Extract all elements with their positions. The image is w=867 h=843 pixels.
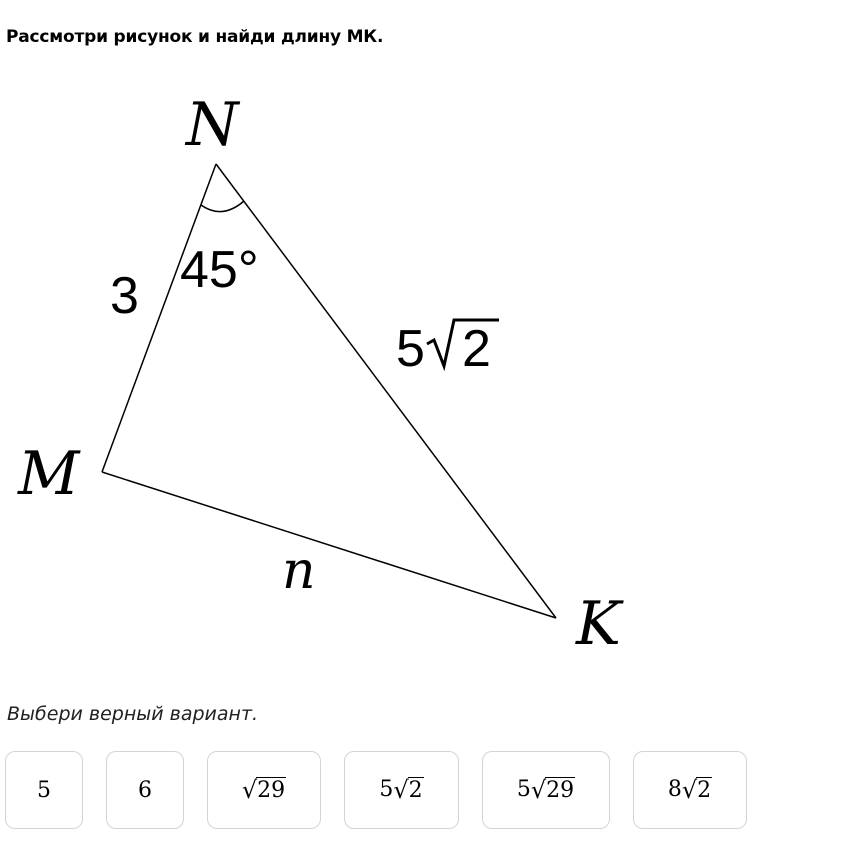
triangle-figure [0,80,700,680]
answer-choice-6[interactable] [633,751,747,829]
choice-value: 8 √ 2 [667,775,712,804]
side-mk [102,472,556,618]
answer-choice-4[interactable] [344,751,459,829]
choice-value: 6 [138,777,152,803]
sqrt-icon: √ [241,775,258,804]
answer-choice-2[interactable] [106,751,184,829]
choice-value: 5 √ 2 [379,775,423,804]
answer-choice-3[interactable] [207,751,321,829]
sqrt-icon: √ [681,775,698,804]
answer-choice-1[interactable] [5,751,83,829]
sqrt-icon: √ [530,775,547,804]
angle-label-n: 45° [180,241,259,299]
side-label-mk: n [282,541,316,601]
question-title: Рассмотри рисунок и найди длину МК. [6,27,384,47]
question-prompt: Выбери верный вариант. [7,703,259,725]
side-label-nk [396,320,499,378]
side-nk [216,164,556,618]
side-label-mn: 3 [110,267,139,325]
vertex-label-m: M [18,439,80,509]
sqrt-icon: √ [393,775,409,804]
angle-arc-n [201,201,244,212]
choice-value: 5 √ 29 [516,775,575,804]
side-label-nk-root: 2 [462,320,491,378]
vertex-label-k: K [576,589,621,659]
choice-value: √ 29 [241,775,286,804]
choice-value: 5 [37,777,51,803]
vertex-label-n: N [186,90,239,160]
answer-choice-5[interactable] [482,751,610,829]
side-label-nk-coef: 5 [396,320,425,378]
